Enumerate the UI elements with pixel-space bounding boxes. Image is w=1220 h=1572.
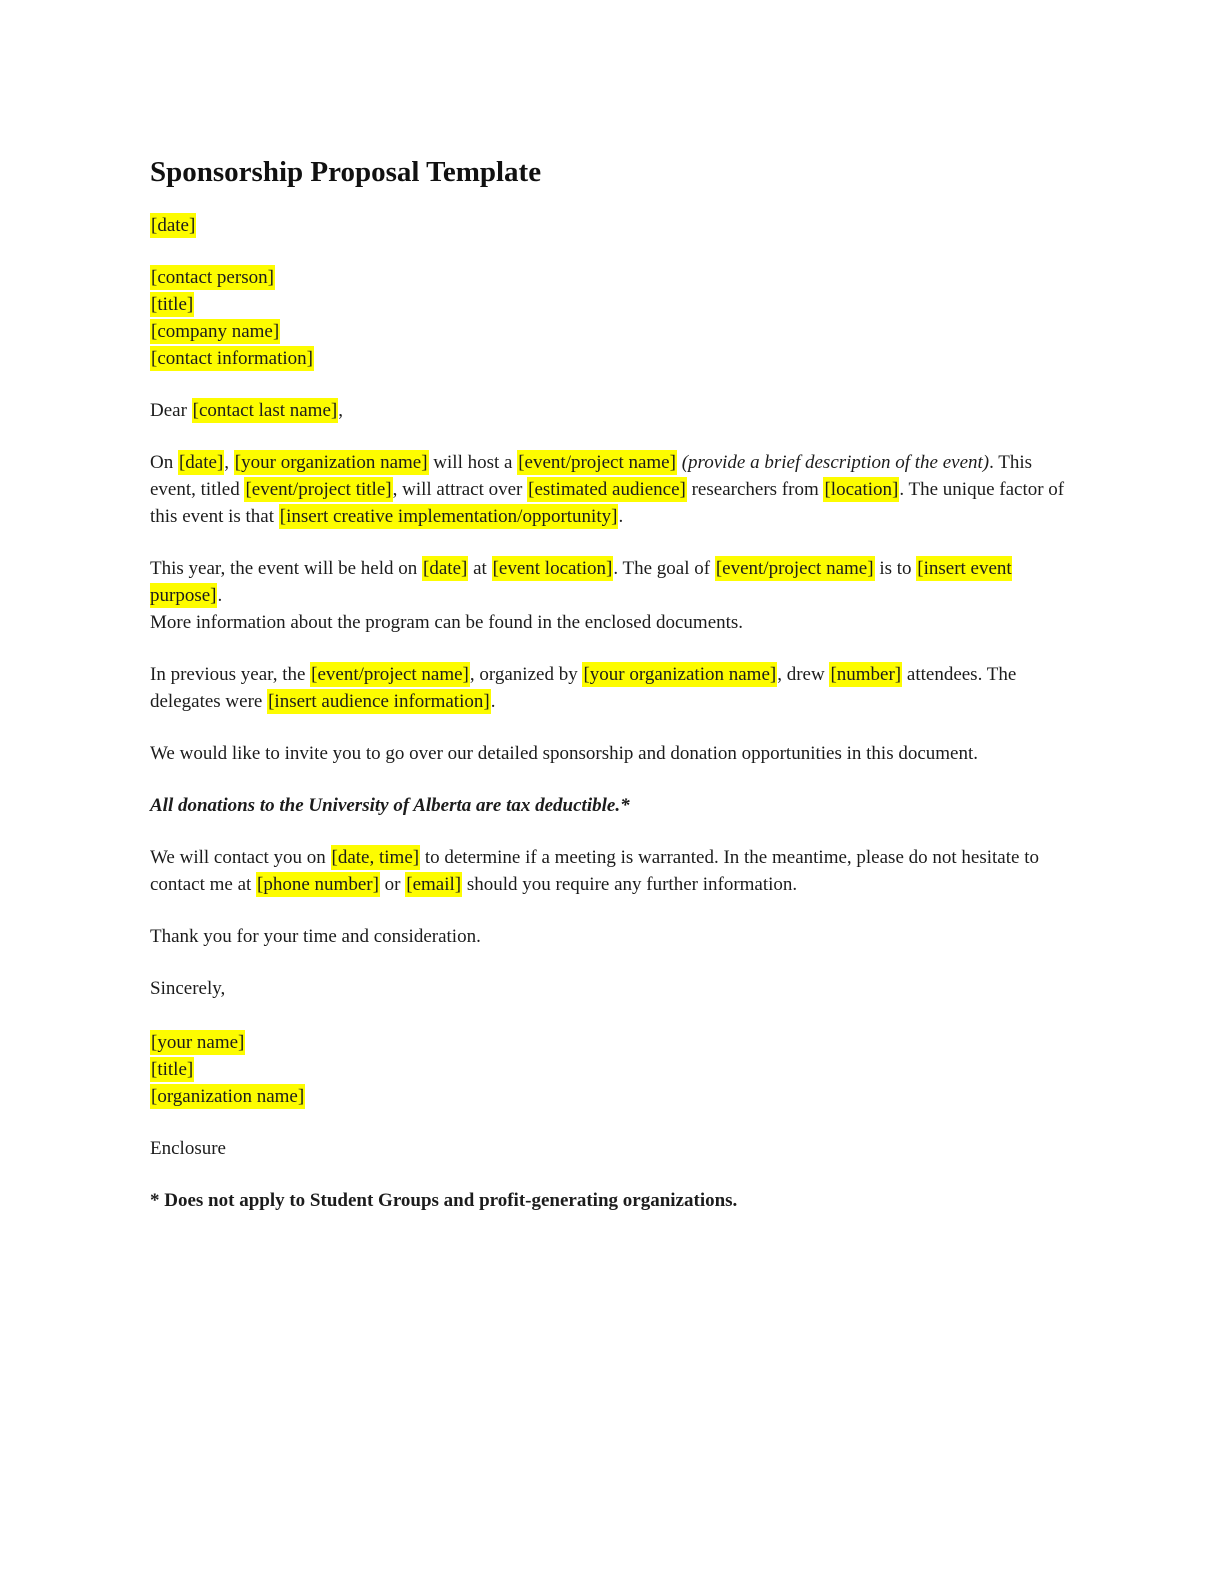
text-run: All donations to the University of Alberta are tax deductible.* <box>150 795 630 816</box>
highlight-placeholder: [contact last name] <box>192 400 338 421</box>
highlight-placeholder: [number] <box>830 664 902 685</box>
thank-you-line <box>150 923 1070 950</box>
greeting-line <box>150 397 1070 424</box>
text-run: attendees. The delegates were <box>150 664 1017 712</box>
highlight-placeholder: [contact person] <box>151 267 274 288</box>
highlight-placeholder: [event/project title] <box>245 479 392 500</box>
document-title: Sponsorship Proposal Template <box>150 156 542 188</box>
paragraph-invitation <box>150 740 1070 767</box>
highlight-placeholder: [event/project name] <box>518 452 676 473</box>
text-run: . The unique factor of this event is that <box>150 479 1065 527</box>
highlight-placeholder: [your organization name] <box>234 452 428 473</box>
text-run: . This event, titled <box>150 452 1033 500</box>
text-run: researchers from <box>686 479 824 500</box>
text-run: Sincerely, <box>150 978 226 999</box>
tax-deductible-note <box>150 792 1070 819</box>
text-run: (provide a brief description of the event) <box>681 452 990 473</box>
highlight-placeholder: [your name] <box>151 1032 245 1053</box>
text-run: , <box>224 452 234 473</box>
text-run: to determine if a meeting is warranted. In the meantime, please do not hesitate to contact me at <box>150 847 1039 895</box>
text-run: should you require any further information. <box>462 874 798 895</box>
text-run: Enclosure <box>150 1138 226 1159</box>
highlight-placeholder: [estimated audience] <box>528 479 686 500</box>
text-run: at <box>468 558 492 579</box>
text-run: , organized by <box>469 664 583 685</box>
text-run: On <box>150 452 178 473</box>
highlight-placeholder: [insert audience information] <box>268 691 490 712</box>
text-run: . <box>618 506 624 527</box>
text-run: * Does not apply to Student Groups and profit-generating organizations. <box>150 1190 738 1211</box>
closing-line <box>150 975 1070 1002</box>
signature-block <box>150 1029 1070 1110</box>
highlight-placeholder: [date] <box>151 215 196 236</box>
text-run: Dear <box>150 400 192 421</box>
highlight-placeholder: [email] <box>406 874 462 895</box>
text-run: We will contact you on <box>150 847 331 868</box>
highlight-placeholder: [insert creative implementation/opportunity] <box>279 506 618 527</box>
highlight-placeholder: [event/project name] <box>311 664 469 685</box>
highlight-placeholder: [date, time] <box>331 847 420 868</box>
text-run: , <box>338 400 343 421</box>
text-run: will host a <box>428 452 518 473</box>
recipient-block <box>150 264 1070 372</box>
highlight-placeholder: [your organization name] <box>583 664 777 685</box>
paragraph-follow-up <box>150 844 1070 898</box>
text-run: is to <box>874 558 917 579</box>
text-run: In previous year, the <box>150 664 311 685</box>
highlight-placeholder: [title] <box>151 294 194 315</box>
text-run: , will attract over <box>392 479 528 500</box>
highlight-placeholder: [phone number] <box>257 874 379 895</box>
highlight-placeholder: [insert event purpose] <box>150 558 1012 606</box>
highlight-placeholder: [organization name] <box>151 1086 305 1107</box>
text-run: or <box>379 874 406 895</box>
enclosure-line <box>150 1135 1070 1162</box>
highlight-placeholder: [location] <box>824 479 899 500</box>
date-line <box>150 212 1070 239</box>
text-run: . <box>217 585 223 606</box>
text-run: More information about the program can be found in the enclosed documents. <box>150 612 744 633</box>
text-run: , drew <box>777 664 830 685</box>
footnote-line <box>150 1187 1070 1214</box>
paragraph-event-details <box>150 555 1070 636</box>
highlight-placeholder: [event/project name] <box>715 558 874 579</box>
paragraph-previous-year <box>150 661 1070 715</box>
highlight-placeholder: [event location] <box>492 558 613 579</box>
text-run: . The goal of <box>613 558 715 579</box>
text-run: We would like to invite you to go over our detailed sponsorship and donation opportunities in this document. <box>150 743 979 764</box>
highlight-placeholder: [contact information] <box>151 348 313 369</box>
text-run: Thank you for your time and consideration. <box>150 926 481 947</box>
text-run: . <box>490 691 496 712</box>
highlight-placeholder: [date] <box>178 452 224 473</box>
highlight-placeholder: [company name] <box>151 321 280 342</box>
paragraph-event-announcement <box>150 449 1070 530</box>
highlight-placeholder: [date] <box>423 558 468 579</box>
text-run: This year, the event will be held on <box>150 558 423 579</box>
highlight-placeholder: [title] <box>151 1059 194 1080</box>
